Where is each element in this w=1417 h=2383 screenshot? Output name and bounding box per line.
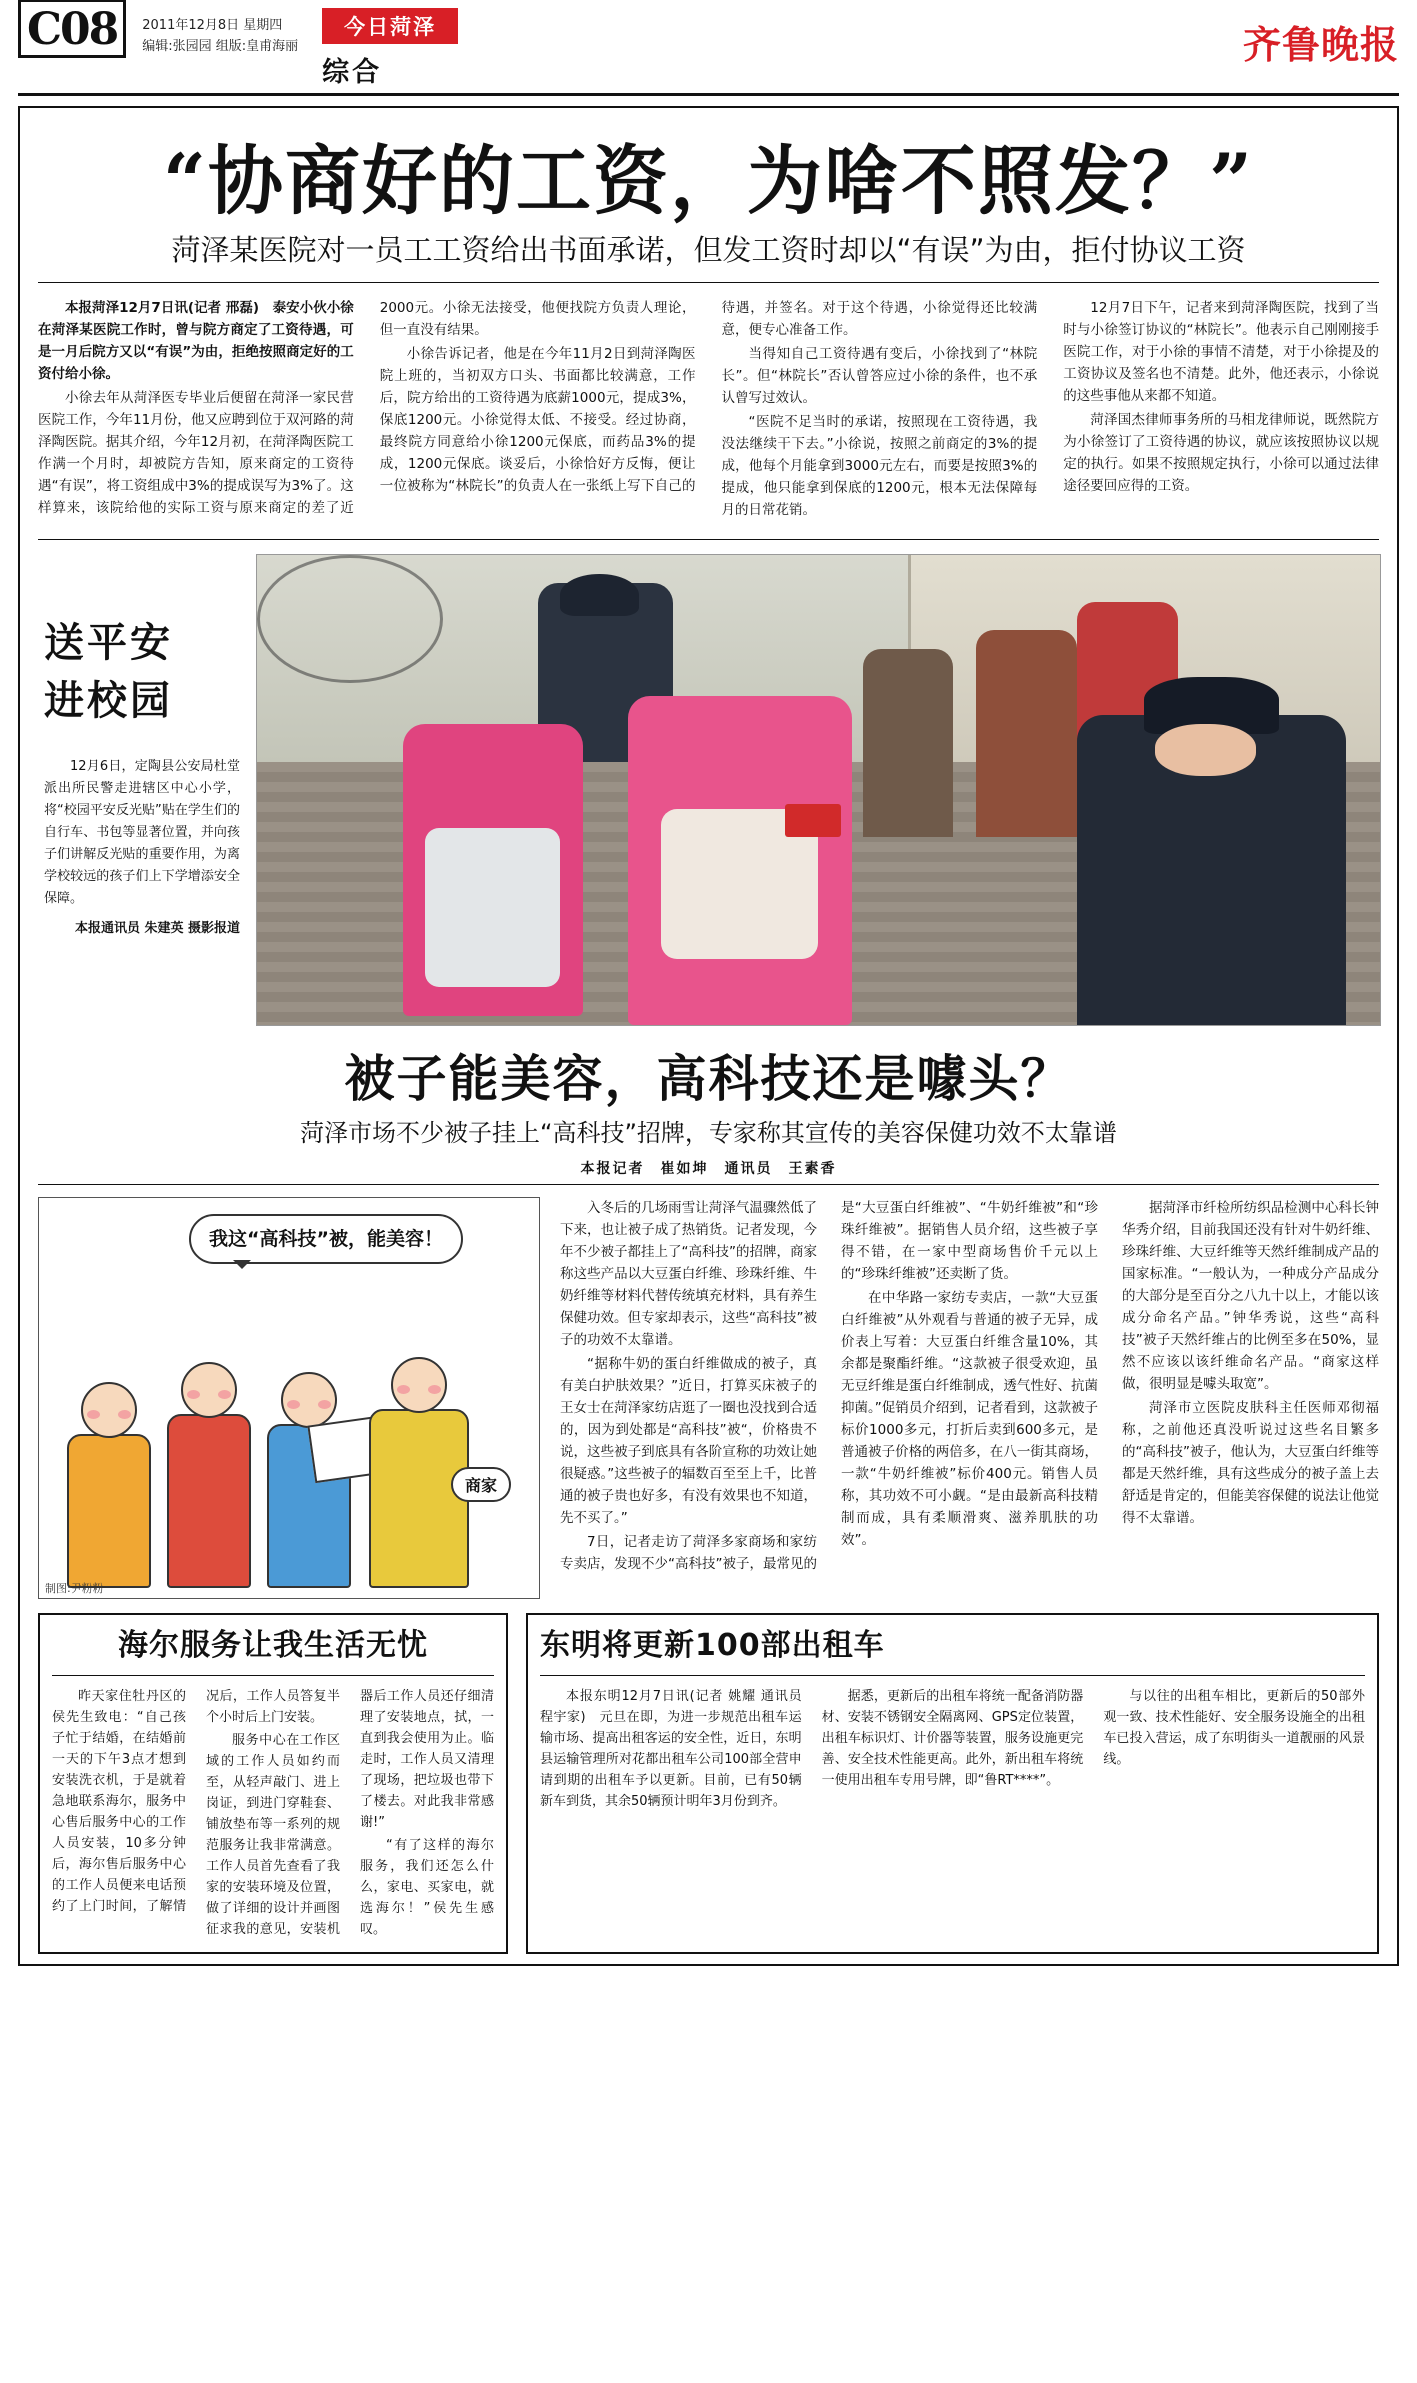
paper-logo: 齐鲁晚报: [1242, 22, 1399, 67]
divider: [38, 1184, 1379, 1185]
box-left-paragraph: “有了这样的海尔服务，我们还怎么什么，家电、买家电，就选海尔！”侯先生感叹。: [360, 1838, 494, 1937]
second-headline: 被子能美容，高科技还是噱头？: [344, 1049, 1073, 1108]
second-byline: 本报记者 崔如坤 通讯员 王素香: [580, 1161, 837, 1177]
photo-wrapper: [256, 554, 1379, 1026]
article-frame: [18, 106, 1399, 1966]
masthead-meta: [136, 8, 308, 54]
section-name: 综合: [322, 57, 383, 88]
masthead-section: [308, 8, 1243, 89]
lead-paragraph: 菏泽国杰律师事务所的马相龙律师说，既然院方为小徐签订了工资待遇的协议，就应该按照协议以规定的执行。如果不按照规定执行，小徐可以通过法律途径要回应得的工资。: [1063, 412, 1379, 494]
photo-reflective-sticker: [785, 804, 841, 837]
photo-caption: 12月6日，定陶县公安局杜堂派出所民警走进辖区中心小学，将“校园平安反光贴”贴在学生们的自行车、书包等显著位置，并向孩子们讲解反光贴的重要作用，为离学校较远的孩子们上下学增添安全保障。: [44, 759, 240, 906]
second-paragraph: 在中华路一家纺专卖店，一款“大豆蛋白纤维被”从外观看与普通的被子无异，成价表上写着：大豆蛋白纤维含量10%，其余都是聚酯纤维。“这款被子很受欢迎，虽无豆纤维是蛋白纤维制成，透气性好、抗菌抑菌。”促销员介绍到，记者看到，这款被子标价1000多元，打折后卖到600多元，是普通被子价格的两倍多，在八一街其商场，一款“牛奶纤维被”标价400元。销售人员称，其功效不可小觑。“是由最新高科技精制而成，具有柔顺滑爽、滋养肌肤的功效”。: [841, 1290, 1098, 1548]
cartoon-head: [281, 1372, 337, 1428]
cartoon-merchant-label: 商家: [451, 1467, 511, 1502]
second-body-block: [38, 1197, 1379, 1599]
lead-body: [38, 297, 1379, 521]
photo-student: [976, 630, 1077, 837]
cartoon-figure: [267, 1372, 351, 1588]
divider: [52, 1675, 494, 1676]
page-folio: [18, 4, 136, 55]
lead-paragraph: 小徐去年从菏泽医专毕业后便留在菏泽一家民营医院工作，今年11月份，他又应聘到位于双河路的菏泽陶医院。据其介绍，今年12月初，在菏泽陶医院工作满一个月时，却被院方告知，原来商定的工资待遇“有误”，将工资组成中3%的提成误写为3%了。这样算来，该院给他的实际工资与原来商定的差了近2000元。小徐无法接受，他便找院方负责人理论，但一直没有结果。: [38, 300, 696, 516]
box-left-headline: 海尔服务让我生活无忧: [118, 1628, 428, 1663]
lead-paragraph: “医院不足当时的承诺，按照现在工资待遇，我没法继续干下去。”小徐说，按照之前商定的3%的提成，他每个月能拿到3000元左右，而要是按照3%的提成，他只能拿到保底的1200元，根本无法保障每月的日常花销。: [721, 414, 1038, 518]
box-right-headline: 东明将更新100部出租车: [540, 1628, 885, 1663]
box-story-haier: [38, 1613, 508, 1954]
second-body: [560, 1197, 1379, 1599]
photo-bicycle: [257, 555, 443, 683]
photo-credit: 本报通讯员 朱建英 摄影报道: [74, 921, 240, 936]
box-right-paragraph: 与以往的出租车相比，更新后的50部外观一致、技术性能好、安全服务设施全的出租车已投入营运，成了东明街头一道靓丽的风景线。: [1103, 1689, 1365, 1767]
cartoon-illustration: [38, 1197, 540, 1599]
second-paragraph: 菏泽市立医院皮肤科主任医师邓彻福称，之前他还真没听说过这些名目繁多的“高科技”被子，他认为，大豆蛋白纤维等都是天然纤维，具有这些成分的被子盖上去舒适是肯定的，但能美容保健的说法让他觉得不太靠谱。: [1122, 1400, 1379, 1526]
cartoon-body: [369, 1409, 469, 1588]
photo-story: [38, 539, 1379, 1026]
cartoon-head: [181, 1362, 237, 1418]
cartoon-head: [391, 1357, 447, 1413]
photo-policewoman-face: [1155, 724, 1256, 776]
second-subheadline: 菏泽市场不少被子挂上“高科技”招牌，专家称其宣传的美容保健功效不太靠谱: [300, 1119, 1117, 1147]
box-right-body: [540, 1686, 1365, 1812]
second-paragraph: 7日，记者走访了菏泽多家商场和家纺专卖店，发现不少“高科技”被子，最常见的是“大豆蛋白纤维被”、“牛奶纤维被”和“珍珠纤维被”。据销售人员介绍，这些被子享得不错，在一家中型商场售价千元以上的“珍珠纤维被”还卖断了货。: [560, 1200, 1098, 1572]
lead-paragraph: 小徐告诉记者，他是在今年11月2日到菏泽陶医院上班的，当初双方口头、书面都比较满意，工作后，院方给出的工资待遇为底薪1000元，提成3%，保底1200元。小徐觉得太低、不接受。经过协商，最终院方同意给小徐1200元保底，而药品3%的提成，1200元保底。谈妥后，小徐恰好方反悔，便让一位被称为“林院长”的负责人在一张纸上写下自己的待遇，并签名。对于这个待遇，小徐觉得还比较满意，便专心准备工作。: [379, 300, 1038, 494]
page-folio-number: C08: [18, 0, 126, 58]
box-left-paragraph: 服务中心在工作区域的工作人员如约而至，从轻声敲门、进上岗证，到进门穿鞋套、铺放垫布等一系列的规范服务让我非常满意。工作人员首先查看了我家的安装环境及位置，做了详细的设计并画图征求我的意见，安装机器后工作人员还仔细清理了安装地点，拭，一直到我会使用为止。临走时，工作人员又清理了现场，把垃圾也带下了楼去。对此我非常感谢!”: [206, 1689, 494, 1937]
photo-title-line1: 送平安: [44, 620, 173, 666]
cartoon-body: [67, 1434, 151, 1588]
cartoon-figure: [167, 1362, 251, 1588]
lead-headline: “协商好的工资，为啥不照发？”: [162, 137, 1255, 225]
bottom-stories: [38, 1613, 1379, 1954]
box-left-body: [52, 1686, 494, 1940]
box-right-paragraph: 本报东明12月7日讯(记者 姚耀 通讯员 程宇家) 元旦在即，为进一步规范出租车运输市场、提高出租客运的安全性，近日，东明县运输管理所对花都出租车公司100部全营申请到期的出租车予以更新。目前，已有50辆新车到货，其余50辆预计明年3月份到齐。: [540, 1689, 802, 1809]
cartoon-speech-bubble: 我这“高科技”被，能美容！: [189, 1214, 463, 1264]
lead-subheadline: 菏泽某医院对一员工工资给出书面承诺，但发工资时却以“有误”为由，拒付协议工资: [38, 230, 1379, 283]
second-paragraph: 据菏泽市纤检所纺织品检测中心科长钟华秀介绍，目前我国还没有针对牛奶纤维、珍珠纤维、大豆纤维等天然纤维制成产品的国家标准。“一般认为，一种成分产品成分的大部分是至百分之八九十以上，才能以该成分命名产品。”钟华秀说，这些“高科技”被子天然纤维占的比例至多在50%，显然不应该以该纤维命名产品。“商家这样做，很明显是噱头取宽”。: [1122, 1200, 1379, 1392]
photo-student: [863, 649, 953, 837]
lead-paragraph: 12月7日下午，记者来到菏泽陶医院，找到了当时与小徐签订协议的“林院长”。他表示自己刚刚接手医院工作，对于小徐的事情不清楚，对于小徐提及的工资协议及签名也不清楚。此外，他还表示，小徐说的这些事他从来都不知道。: [1063, 300, 1379, 404]
photo-title-line2: 进校园: [44, 678, 173, 724]
photo-officer-cap: [560, 574, 639, 616]
divider: [540, 1675, 1365, 1676]
cartoon-credit: 制图:尹粉粉: [45, 1582, 104, 1595]
photo-caption-column: [38, 554, 256, 1026]
second-paragraph: “据称牛奶的蛋白纤维做成的被子，真有美白护肤效果？”近日，打算买床被子的王女士在菏泽家纺店逛了一圈也没找到合适的，因为到处都是“高科技”被“，价格贵不说，这些被子到底具有各阶宣称的功效让她很疑惑。”这些被子的辐数百至至上千，比普通的被子贵也好多，有没有效果也不知道，先不买了。”: [560, 1356, 817, 1526]
cartoon-head: [81, 1382, 137, 1438]
masthead-editors: 编辑:张园园 组版:皇甫海丽: [142, 39, 299, 54]
cartoon-body: [167, 1414, 251, 1588]
photo-backpack: [425, 828, 560, 988]
news-photo: [256, 554, 1381, 1026]
box-story-taxi: [526, 1613, 1379, 1954]
box-right-paragraph: 据悉，更新后的出租车将统一配备消防器材、安装不锈钢安全隔离网、GPS定位装置，出租车标识灯、计价器等装置，服务设施更完善、安全技术性能更高。此外，新出租车将统一使用出租车专用号牌，即“鲁RT****”。: [821, 1689, 1084, 1788]
cartoon-figure: [67, 1382, 151, 1588]
lead-paragraph: 当得知自己工资待遇有变后，小徐找到了“林院长”。但“林院长”否认曾答应过小徐的条件，也不承认曾写过效认。: [721, 346, 1038, 406]
box-left-paragraph: 昨天家住牡丹区的侯先生致电：“自己孩子忙于结婚，在结婚前一天的下午3点才想到安装洗衣机，于是就着急地联系海尔，服务中心售后服务中心的工作人员安装，10多分钟后，海尔售后服务中心的工作人员便来电话预约了上门时间，了解情况后，工作人员答复半个小时后上门安装。: [52, 1689, 340, 1914]
second-paragraph: 入冬后的几场雨雪让菏泽气温骤然低了下来，也让被子成了热销货。记者发现，今年不少被子都挂上了“高科技”的招牌，商家称这些产品以大豆蛋白纤维、珍珠纤维、牛奶纤维等材料代替传统填充材料，具有养生保健功效。但专家却表示，这些“高科技”被子的功效不太靠谱。: [560, 1200, 817, 1348]
masthead: [18, 0, 1399, 96]
today-tag: 今日菏泽: [322, 8, 458, 44]
masthead-date: 2011年12月8日 星期四: [142, 18, 283, 33]
lead-paragraph: 本报菏泽12月7日讯(记者 邢磊) 泰安小伙小徐在菏泽某医院工作时，曾与院方商定了工资待遇，可是一月后院方又以“有误”为由，拒绝按照商定好的工资付给小徐。: [38, 300, 354, 382]
